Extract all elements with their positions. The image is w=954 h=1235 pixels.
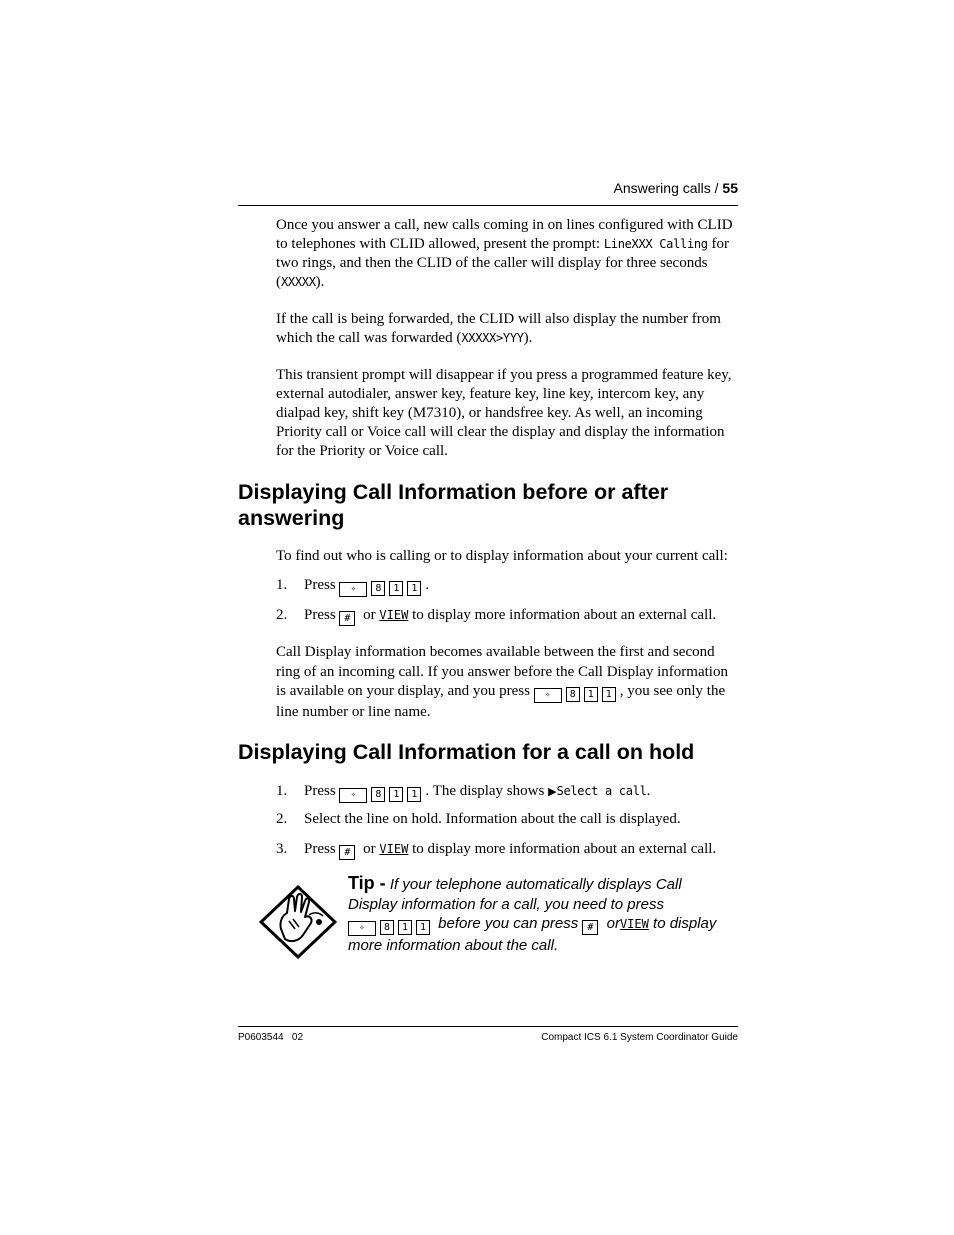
feature-key-icon: ✧ (534, 688, 562, 703)
tip-box (348, 874, 718, 956)
section-heading-before-after: Displaying Call Information before or after answering (238, 480, 669, 530)
section1-intro: To find out who is calling or to display information about your current call: (276, 548, 728, 564)
paragraph-clid-prompt (276, 216, 740, 292)
step-text (304, 782, 650, 803)
step-number: 1. (276, 783, 288, 799)
step-text (304, 606, 716, 626)
digit-1-key: 1 (416, 920, 430, 935)
digit-8-key: 8 (371, 581, 385, 596)
or-label: or (606, 915, 620, 932)
step-text: Select the line on hold. Information about the call is displayed. (304, 811, 681, 827)
tip-text-b: before you can press (438, 915, 579, 932)
step-rest: to display more information about an external call. (412, 841, 717, 857)
p1-text-c: ). (315, 274, 325, 290)
display-shows-label: . The display shows (425, 783, 549, 799)
feature-key-icon: ✧ (339, 582, 367, 597)
p1-text-a: Once you answer a call, new calls coming in on lines configured with CLID to telephones with CLID allowed, present the prompt: (276, 217, 733, 252)
header-section: Answering calls (613, 180, 711, 196)
prompt-line-calling: LineXXX Calling (603, 237, 708, 251)
section-heading-on-hold: Displaying Call Information for a call on hold (238, 740, 695, 764)
digit-1-key: 1 (407, 581, 421, 596)
step-text (304, 840, 716, 860)
digit-1-key: 1 (389, 787, 403, 802)
view-softkey: VIEW (619, 917, 649, 931)
digit-1-key: 1 (389, 581, 403, 596)
footer-doc-number: P0603544 02 (238, 1032, 304, 1043)
footer-rule (238, 1026, 738, 1027)
header-separator: / (714, 180, 719, 196)
digit-8-key: 8 (380, 920, 394, 935)
tip-hand-icon (259, 885, 337, 959)
press-label: Press (304, 577, 336, 593)
feature-key-icon: ✧ (348, 921, 376, 936)
page-number: 55 (722, 180, 738, 196)
forward-code: XXXXX>YYY (461, 331, 524, 345)
footer-guide-title: Compact ICS 6.1 System Coordinator Guide (541, 1032, 738, 1043)
press-label: Press (304, 607, 336, 623)
running-header (238, 180, 738, 196)
view-softkey: VIEW (379, 842, 409, 856)
clid-code: XXXXX (281, 275, 316, 289)
p2-text-b: ). (523, 330, 533, 346)
digit-8-key: 8 (371, 787, 385, 802)
hash-key: # (339, 845, 355, 860)
paragraph-transient-prompt: This transient prompt will disappear if you press a programmed feature key, external autodialer, answer key, feature key, line key, intercom key, any dialpad key, shift key (M7310), or handsfree key. As well, an incoming Priority call or Voice call will clear the display and display the information for the Priority or Voice call. (276, 367, 732, 459)
view-softkey: VIEW (379, 608, 409, 622)
press-label: Press (304, 783, 336, 799)
digit-1-key: 1 (602, 687, 616, 702)
step-number: 2. (276, 811, 288, 827)
note-text-b: , you see only the line number or line name. (276, 683, 726, 721)
display-select-call: Select a call (556, 784, 647, 798)
paragraph-forwarded (276, 310, 740, 348)
section1-note (276, 643, 740, 723)
digit-1-key: 1 (398, 920, 412, 935)
step-number: 1. (276, 577, 288, 593)
feature-key-icon: ✧ (339, 788, 367, 803)
or-label: or (363, 607, 376, 623)
digit-8-key: 8 (566, 687, 580, 702)
tip-text-c: to display more information about the call. (348, 915, 717, 954)
p1-text-b: for two rings, and then the CLID of the caller will display for three seconds ( (276, 236, 729, 290)
press-label: Press (304, 841, 336, 857)
p2-text-a: If the call is being forwarded, the CLID will also display the number from which the call was forwarded ( (276, 311, 721, 346)
tip-label: Tip - (348, 873, 386, 893)
header-rule (238, 205, 738, 206)
hash-key: # (582, 920, 598, 935)
step-end: . (425, 577, 430, 593)
step-number: 3. (276, 841, 288, 857)
step-end: . (646, 783, 651, 799)
digit-1-key: 1 (584, 687, 598, 702)
step-text (304, 576, 429, 597)
display-pointer-icon: ▶ (548, 786, 557, 798)
or-label: or (363, 841, 376, 857)
note-text-a: Call Display information becomes available between the first and second ring of an incoming call. If you answer before the Call Display information is available on your display, and you press (276, 644, 728, 700)
digit-1-key: 1 (407, 787, 421, 802)
tip-text-a: If your telephone automatically displays Call Display information for a call, you need to press (348, 876, 682, 913)
hash-key: # (339, 611, 355, 626)
step-number: 2. (276, 607, 288, 623)
step-rest: to display more information about an external call. (412, 607, 717, 623)
